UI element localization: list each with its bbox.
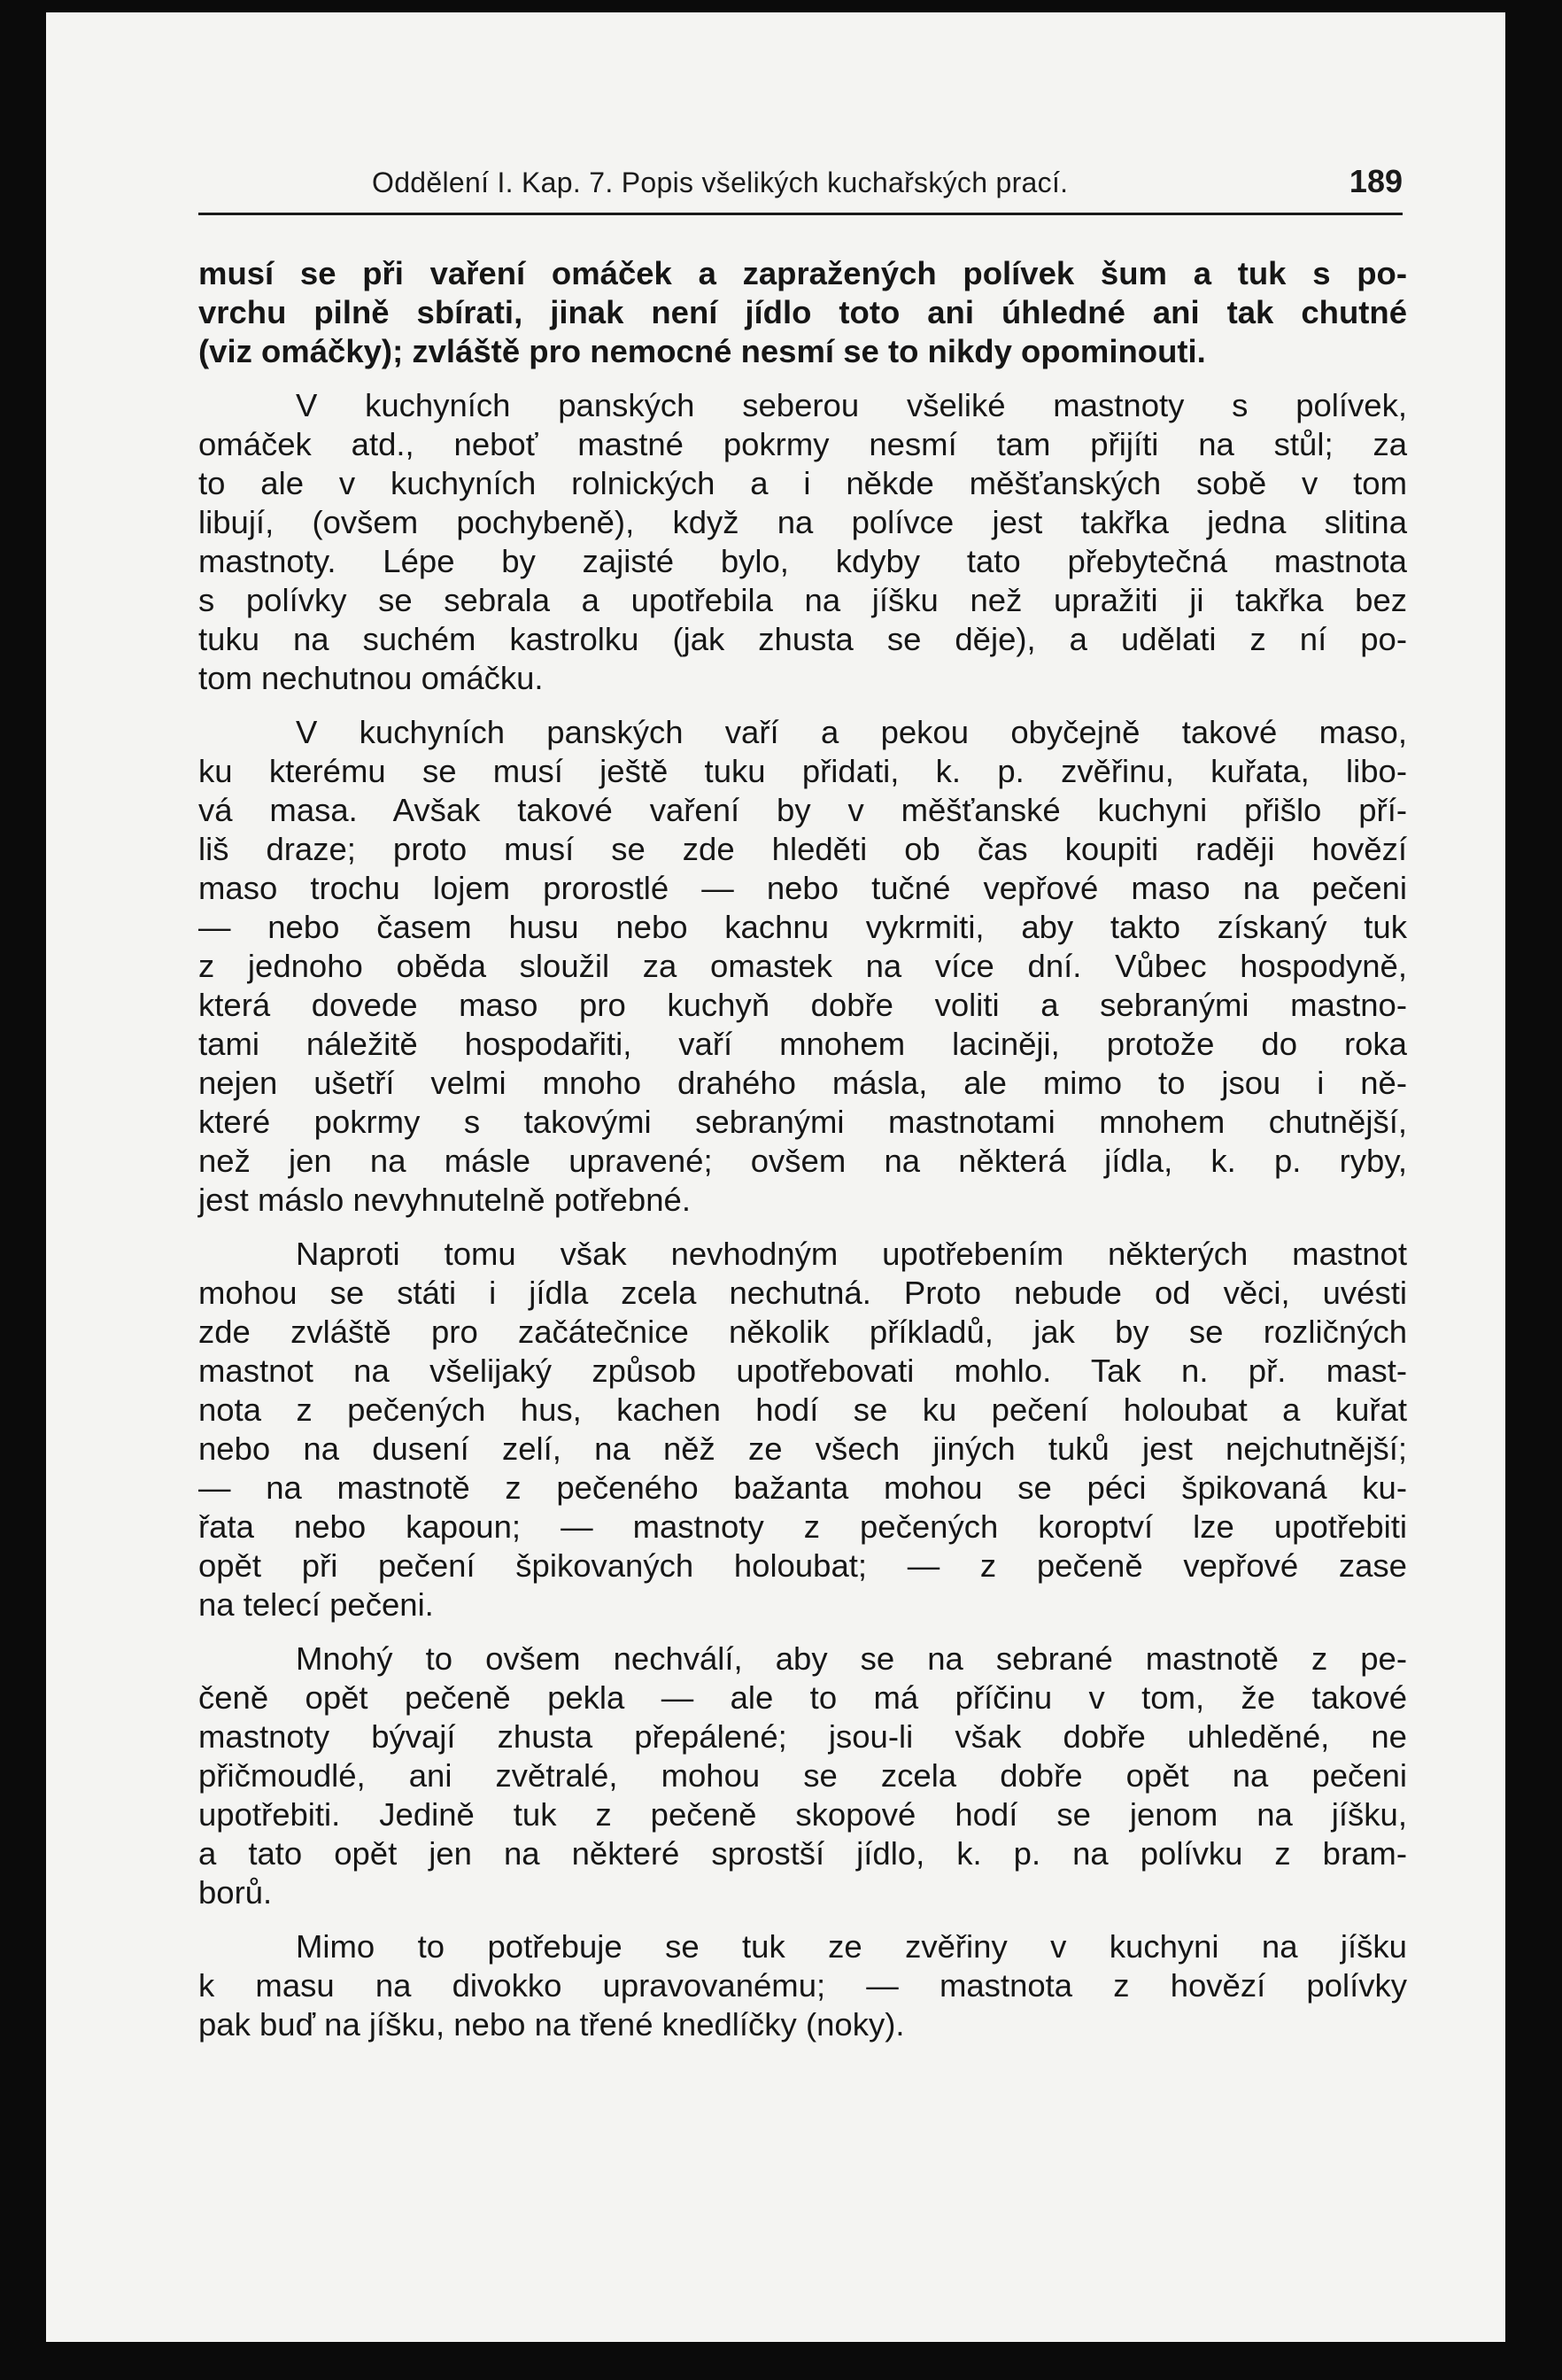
text-line: která dovede maso pro kuchyň dobře voliti a sebranými mastno- <box>198 987 1407 1023</box>
text-line: Mimo to potřebuje se tuk ze zvěřiny v kuchyni na jíšku <box>296 1928 1407 1965</box>
text-line: mohou se státi i jídla zcela nechutná. Proto nebude od věci, uvésti <box>198 1275 1407 1311</box>
text-line: omáček atd., neboť mastné pokrmy nesmí tam přijíti na stůl; za <box>198 426 1407 462</box>
text-line: čeně opět pečeně pekla — ale to má příčinu v tom, že takové <box>198 1679 1407 1716</box>
text-line: V kuchyních panských vaří a pekou obyčejně takové maso, <box>296 714 1407 750</box>
text-line: vá masa. Avšak takové vaření by v měšťanské kuchyni přišlo pří- <box>198 792 1407 828</box>
text-line: nebo na dusení zelí, na něž ze všech jiných tuků jest nejchutnější; <box>198 1430 1407 1467</box>
text-line: ku kterému se musí ještě tuku přidati, k. p. zvěřinu, kuřata, libo- <box>198 753 1407 789</box>
text-line: musí se při vaření omáček a zapražených polívek šum a tuk s po- <box>198 255 1407 291</box>
text-line: k masu na divokko upravovanému; — mastnota z hovězí polívky <box>198 1967 1407 2004</box>
paragraph <box>198 1640 1407 1912</box>
text-line: mastnot na všelijaký způsob upotřebovati mohlo. Tak n. př. mast- <box>198 1353 1407 1389</box>
text-line: na telecí pečeni. <box>198 1586 434 1623</box>
paragraph <box>198 254 1407 371</box>
running-head: Oddělení I. Kap. 7. Popis všelikých kuchařských prací. <box>372 167 1069 198</box>
text-line: upotřebiti. Jedině tuk z pečeně skopové hodí se jenom na jíšku, <box>198 1796 1407 1833</box>
text-line: (viz omáčky); zvláště pro nemocné nesmí se to nikdy opominouti. <box>198 333 1206 369</box>
text-line: nejen ušetří velmi mnoho drahého másla, ale mimo to jsou i ně- <box>198 1065 1407 1101</box>
text-line: řata nebo kapoun; — mastnoty z pečených koroptví lze upotřebiti <box>198 1508 1407 1545</box>
text-line: a tato opět jen na některé sprostší jídlo, k. p. na polívku z bram- <box>198 1835 1407 1872</box>
text-line: Mnohý to ovšem nechválí, aby se na sebrané mastnotě z pe- <box>296 1640 1407 1677</box>
text-line: jest máslo nevyhnutelně potřebné. <box>198 1182 691 1218</box>
text-line: přičmoudlé, ani zvětralé, mohou se zcela dobře opět na pečeni <box>198 1757 1407 1794</box>
text-line: s polívky se sebrala a upotřebila na jíšku než upražiti ji takřka bez <box>198 582 1407 618</box>
text-line: opět při pečení špikovaných holoubat; — z pečeně vepřové zase <box>198 1547 1407 1584</box>
page-header <box>198 163 1403 215</box>
paragraph <box>198 1927 1407 2044</box>
text-line: — nebo časem husu nebo kachnu vykrmiti, aby takto získaný tuk <box>198 909 1407 945</box>
text-line: které pokrmy s takovými sebranými mastnotami mnohem chutnější, <box>198 1104 1407 1140</box>
text-line: liš draze; proto musí se zde hleděti ob čas koupiti raději hovězí <box>198 831 1407 867</box>
text-line: pak buď na jíšku, nebo na třené knedlíčky (noky). <box>198 2006 905 2043</box>
text-line: borů. <box>198 1874 273 1911</box>
text-line: mastnoty. Lépe by zajisté bylo, kdyby tato přebytečná mastnota <box>198 543 1407 579</box>
text-line: tuku na suchém kastrolku (jak zhusta se děje), a udělati z ní po- <box>198 621 1407 657</box>
text-line: zde zvláště pro začátečnice několik příkladů, jak by se rozličných <box>198 1314 1407 1350</box>
text-line: V kuchyních panských seberou všeliké mastnoty s polívek, <box>296 387 1407 423</box>
text-line: než jen na másle upravené; ovšem na některá jídla, k. p. ryby, <box>198 1143 1407 1179</box>
paragraph <box>198 386 1407 698</box>
text-line: — na mastnotě z pečeného bažanta mohou se péci špikovaná ku- <box>198 1469 1407 1506</box>
book-page <box>46 12 1505 2342</box>
text-line: vrchu pilně sbírati, jinak není jídlo toto ani úhledné ani tak chutné <box>198 294 1407 330</box>
paragraph <box>198 713 1407 1220</box>
paragraph <box>198 1235 1407 1624</box>
text-line: libují, (ovšem pochybeně), když na polívce jest takřka jedna slitina <box>198 504 1407 540</box>
text-line: tami náležitě hospodařiti, vaří mnohem laciněji, protože do roka <box>198 1026 1407 1062</box>
text-line: tom nechutnou omáčku. <box>198 660 544 696</box>
text-line: z jednoho oběda sloužil za omastek na více dní. Vůbec hospodyně, <box>198 948 1407 984</box>
text-line: to ale v kuchyních rolnických a i někde měšťanských sobě v tom <box>198 465 1407 501</box>
body-text <box>198 254 1407 2059</box>
page-number: 189 <box>1349 163 1403 199</box>
text-line: maso trochu lojem prorostlé — nebo tučné vepřové maso na pečeni <box>198 870 1407 906</box>
text-line: mastnoty bývají zhusta přepálené; jsou-li však dobře uhleděné, ne <box>198 1718 1407 1755</box>
text-line: Naproti tomu však nevhodným upotřebením některých mastnot <box>296 1236 1407 1272</box>
text-line: nota z pečených hus, kachen hodí se ku pečení holoubat a kuřat <box>198 1392 1407 1428</box>
